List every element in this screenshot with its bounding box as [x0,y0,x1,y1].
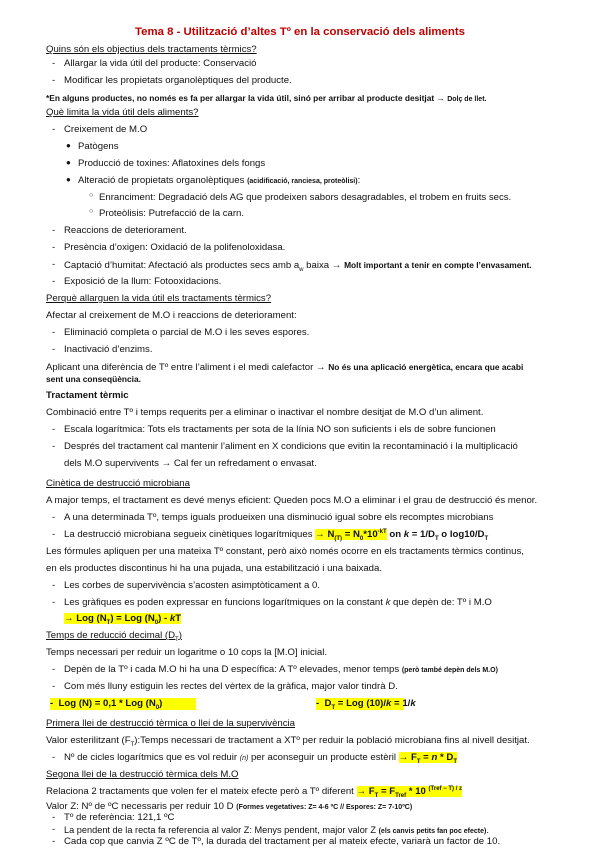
dash-bullet: - [52,327,56,338]
list-item: Modificar les propietats organolèptiques del producte. [64,75,292,86]
arrow-right-icon: → [315,529,325,540]
dash-bullet: - [52,441,56,452]
paragraph: Relaciona 2 tractaments que volen fer el mateix efecte però a Tº diferent → $F_T = F_{Tref} * 10$ $^{(Tref - T) / z}$ [46,785,463,799]
arrow-right-icon: → [315,362,326,373]
paragraph: en els productes discontinus hi ha una pujada, una estabilització i una baixada. [46,563,383,574]
paragraph: sent una conseqüència. [46,374,141,384]
dash-bullet: - [52,276,56,287]
bullet-dot-icon: ● [66,141,71,150]
dash-bullet: - [52,58,56,69]
paragraph: Valor Z: Nº de ºC necessaris per reduir 10 D (Formes vegetatives: Z= 4-6 ºC // Espores: Z= 7-10ºC) [46,801,413,812]
formula-log: → Log $(N_T)$ = Log $(N_0)$ - kT [64,613,182,626]
formula-highlight: → $F_T = n * D_T$ [398,752,457,765]
arrow-right-icon: → [161,458,172,469]
arrow-right-icon: → [331,260,342,271]
formula-dt: - $D_T$ = Log (10)/k = 1/k [316,698,416,711]
bullet-dot-icon: ● [66,175,71,184]
list-item: Exposició de la llum: Fotooxidacions. [64,276,222,287]
section-heading-first-law: Primera llei de destrucció tèrmica o llei de la supervivència [46,718,296,729]
list-item: Reaccions de deteriorament. [64,225,187,236]
section-heading-second-law: Segona llei de la destrucció tèrmica dels M.O [46,769,239,780]
paragraph: Combinació entre Tº i temps requerits per a eliminar o inactivar el nombre desitjat de M.O d’un aliment. [46,407,484,418]
list-item: Nº de cicles logarítmics que es vol reduir (n) per aconseguir un producte estèril → $F_T = n * D_T$ [64,752,457,765]
formula-highlight: → $F_T = F_{Tref} * 10$ $^{(Tref - T) / z}$ [356,785,463,799]
list-item: Després del tractament cal mantenir l’aliment en X condicions que evitin la recontaminació i la multiplicació [64,441,518,452]
arrow-right-icon: → [436,93,445,103]
list-item: Les corbes de supervivència s’acosten asimptòticament a 0. [64,580,320,591]
dash-bullet: - [52,259,56,270]
list-item: La pendent de la recta fa referencia al valor Z: Menys pendent, major valor Z (els canvis petits fan poc efecte). [64,825,489,835]
arrow-right-icon: → [356,786,367,797]
list-item: dels M.O supervivents → Cal fer un refredament o envasat. [64,458,317,469]
bullet-circle-icon: ○ [89,208,94,215]
dash-bullet: - [52,597,56,608]
list-item: Cada cop que canvia Z ºC de Tº, la durada del tractament per al mateix efecte, variarà un factor de 10. [64,836,501,847]
dash-bullet: - [52,812,56,823]
page-title: Tema 8 - Utilització d’altes Tº en la conservació dels aliments [135,26,465,38]
list-item: Patògens [78,141,119,152]
list-item: Enranciment: Degradació dels AG que prodeixen sabors desagradables, el trobem en fruits secs. [99,192,512,203]
dash-bullet: - [52,752,56,763]
paragraph: Aplicant una diferència de Tº entre l’aliment i el medi calefactor → No és una aplicació energètica, encara que acabi [46,362,524,373]
list-item: A una determinada Tº, temps iguals produeixen una disminució igual sobre els recomptes microbians [64,512,494,523]
bullet-circle-icon: ○ [89,192,94,199]
dash-bullet: - [52,824,56,835]
dash-bullet: - [52,225,56,236]
dash-bullet: - [52,681,56,692]
paragraph: Temps necessari per reduir un logaritme o 10 cops la [M.O] inicial. [46,647,328,658]
dash-bullet: - [52,664,56,675]
section-heading-limits: Què limita la vida útil dels aliments? [46,107,199,118]
paragraph: A major temps, el tractament es devé menys eficient: Queden pocs M.O a eliminar i el grau de destrucció és menor. [46,495,538,506]
dash-bullet: - [52,124,56,135]
paragraph: Afectar al creixement de M.O i reaccions de deteriorament: [46,310,297,321]
dash-bullet: - [52,344,56,355]
list-item: Depèn de la Tº i cada M.O hi ha una D específica: A Tº elevades, menor temps (però també depèn dels M.O) [64,664,498,675]
dash-bullet: - [52,75,56,86]
dash-bullet: - [52,580,56,591]
list-item: Alteració de propietats organolèptiques (acidificació, ranciesa, proteòlisi): [78,175,361,186]
list-item: Escala logarítmica: Tots els tractaments per sota de la línia NO son suficients i els de sobre funcionen [64,424,496,435]
list-item: Proteòlisis: Putrefacció de la carn. [99,208,245,219]
list-item: Producció de toxines: Aflatoxines dels fongs [78,158,266,169]
formula-highlight: → $N_{(T)} = N_0*10^{-kT}$ [315,528,387,542]
paragraph: Les fórmules apliquen per una mateixa Tº constant, però això només ocorre en els tractaments tèrmics continus, [46,546,524,557]
dash-bullet: - [52,242,56,253]
list-item: Com més lluny estiguin les rectes del vèrtex de la gràfica, major valor tindrà D. [64,681,398,692]
paragraph: Valor esterilitzant $(F_T):Temps$ necessari de tractament a XTº per reduir la població microbiana fins al nivell desitjat. [46,735,530,748]
list-item: Inactivació d’enzims. [64,344,153,355]
list-item: La destrucció microbiana segueix cinètiques logarítmiques → $N_{(T)} = N_0*10^{-kT}$ on $k = 1/D_T$ o $\log 10/D_T$ [64,528,489,542]
dash-bullet: - [52,836,56,847]
dash-bullet: - [52,529,56,540]
list-item: Les gràfiques es poden expressar en funcions logarítmiques on la constant k que depèn de: Tº i M.O [64,597,492,608]
list-item: Creixement de M.O [64,124,148,135]
arrow-right-icon: → [398,752,409,763]
section-heading-kinetics: Cinètica de destrucció microbiana [46,478,190,489]
dash-bullet: - [52,424,56,435]
arrow-right-icon: → [64,613,74,624]
section-heading-why: Perquè allarguen la vida útil els tractaments tèrmics? [46,293,272,304]
section-heading-objectives: Quins són els objectius dels tractaments tèrmics? [46,44,257,55]
note: *En alguns productes, no només es fa per allargar la vida útil, sinó per arribar al producte desitjat → Dolç de llet. [46,93,487,103]
list-item: Tº de referència: 121,1 ºC [64,812,175,823]
dash-bullet: - [52,512,56,523]
list-item: Allargar la vida útil del producte: Conservació [64,58,257,69]
list-item: Captació d’humitat: Afectació als productes secs amb $a_w$ baixa → Molt important a tenir en compte l’envasament. [64,260,532,273]
list-item: Presència d’oxigen: Oxidació de la polifenoloxidasa. [64,242,286,253]
section-heading-decimal-time: Temps de reducció decimal $(D_T)$ [46,630,182,643]
section-heading-treatment: Tractament tèrmic [46,390,129,401]
bullet-dot-icon: ● [66,158,71,167]
formula-log-n: - Log (N) = 0,1 * Log $(N_0)$ [50,698,196,710]
list-item: Eliminació completa o parcial de M.O i les seves espores. [64,327,310,338]
